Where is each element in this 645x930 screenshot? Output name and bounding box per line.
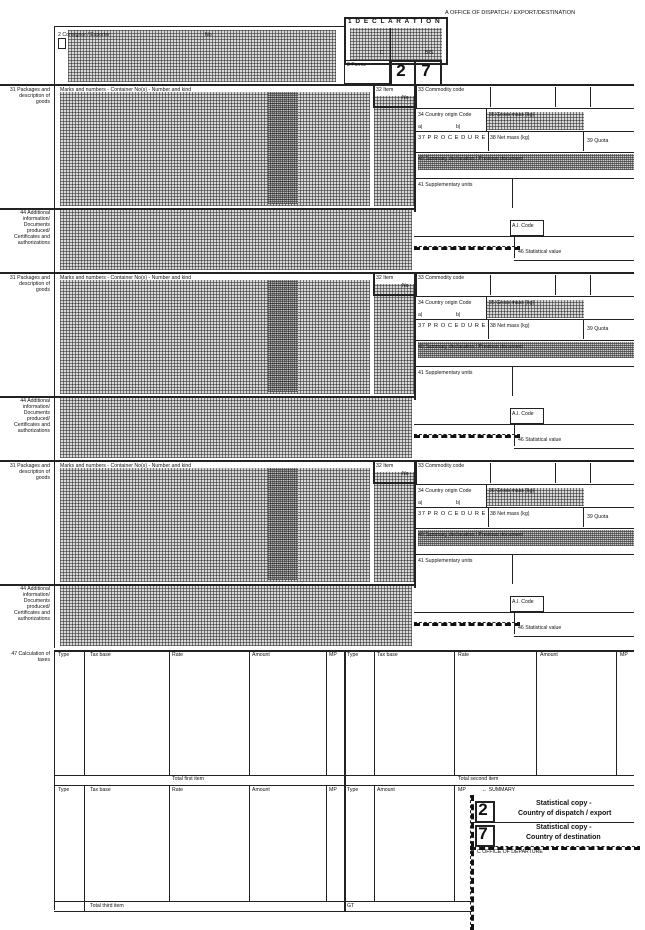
forms-label: 3 Forms <box>347 62 367 68</box>
checkbox-icon <box>58 38 66 49</box>
rule <box>555 275 556 295</box>
office-departure-label: C OFFICE OF DEPARTURE <box>477 849 543 855</box>
marks-label: Marks and numbers - Container No(s) - Number and kind <box>60 463 192 469</box>
rule <box>414 528 634 529</box>
rule <box>555 87 556 107</box>
sub-a-label: a| <box>418 500 423 506</box>
rule <box>414 178 634 179</box>
rule <box>0 84 634 86</box>
item-no-label: No <box>402 95 409 101</box>
col-amount: Amount <box>540 652 558 658</box>
office-dispatch-label: A OFFICE OF DISPATCH / EXPORT/DESTINATION <box>445 10 576 16</box>
summary-label: ← SUMMARY <box>482 787 516 793</box>
additional-info-field[interactable] <box>60 208 412 270</box>
rule <box>488 507 489 527</box>
rule <box>514 260 634 261</box>
commodity-label: 33 Commodity code <box>418 87 465 93</box>
rule <box>514 236 515 258</box>
supp-units-label: 41 Supplementary units <box>418 182 473 188</box>
item-no-label: No <box>402 471 409 477</box>
rule <box>486 484 487 508</box>
ai-code-label: A.I. Code <box>512 411 534 417</box>
rule <box>514 424 515 446</box>
col-mp: MP <box>329 787 337 793</box>
rule <box>390 28 391 60</box>
col-rate: Rate <box>172 652 183 658</box>
country-origin-label: 34 Country origin Code <box>418 488 472 494</box>
marks-field[interactable] <box>60 280 370 394</box>
rule <box>486 296 487 320</box>
ai-code-label: A.I. Code <box>512 599 534 605</box>
additional-info-label: 44 Additional information/ Documents produced/ Certificates and authorizations <box>13 398 50 434</box>
commodity-label: 33 Commodity code <box>418 463 465 469</box>
stat-value-label: 46 Statistical value <box>518 625 562 631</box>
marks-field-shade <box>268 92 298 204</box>
rule <box>490 463 491 483</box>
rule <box>514 612 515 634</box>
summary-decl-label: 40 Summary declaration / Previous document <box>418 344 523 350</box>
copy-7-title: Statistical copy - <box>536 824 592 831</box>
rule <box>414 246 520 250</box>
rule <box>512 178 513 208</box>
col-type: Type <box>347 652 359 658</box>
quota-label: 39 Quota <box>587 326 609 332</box>
marks-label: Marks and numbers - Container No(s) - Number and kind <box>60 87 192 93</box>
packages-label: 31 Packages and description of goods <box>9 87 50 105</box>
stat-value-label: 46 Statistical value <box>518 437 562 443</box>
marks-field-shade <box>268 468 298 580</box>
col-mp: MP <box>329 652 337 658</box>
item-label: 32 Item <box>376 87 394 93</box>
rule <box>486 108 487 132</box>
net-mass-label: 38 Net mass (kg) <box>490 511 530 517</box>
total-third-label: Total third item <box>90 903 124 909</box>
col-amount: Amount <box>252 787 270 793</box>
rule <box>414 366 634 367</box>
col-tax-base: Tax base <box>90 652 111 658</box>
copy-number-b: 7 <box>421 61 431 80</box>
summary-decl-label: 40 Summary declaration / Previous document <box>418 532 523 538</box>
rule <box>414 460 416 588</box>
rule <box>470 822 634 823</box>
net-mass-label: 38 Net mass (kg) <box>490 135 530 141</box>
rule <box>414 131 634 132</box>
marks-field[interactable] <box>60 468 370 582</box>
supp-units-label: 41 Supplementary units <box>418 370 473 376</box>
item-label: 32 Item <box>376 463 394 469</box>
copy-2-number: 2 <box>478 800 488 819</box>
rule <box>414 424 634 425</box>
sub-b-label: b| <box>456 124 461 130</box>
rule <box>0 584 414 586</box>
copy-7-subtitle: Country of destination <box>526 834 601 841</box>
rule <box>488 131 489 151</box>
quota-label: 39 Quota <box>587 514 609 520</box>
col-type: Type <box>347 787 359 793</box>
consignor-label: 2 Consignor / Exporter <box>58 32 110 38</box>
ai-code-label: A.I. Code <box>512 223 534 229</box>
item-field[interactable] <box>374 96 414 206</box>
taxes-label: 47 Calculation of taxes <box>11 651 50 663</box>
box-c-label: C <box>380 50 384 56</box>
rule <box>414 612 634 613</box>
col-amount: Amount <box>252 652 270 658</box>
rule <box>488 319 489 339</box>
col-rate: Rate <box>172 787 183 793</box>
box-bis-label: BIS <box>425 50 434 56</box>
rule <box>414 340 634 341</box>
rule <box>583 131 584 151</box>
commodity-label: 33 Commodity code <box>418 275 465 281</box>
additional-info-field[interactable] <box>60 396 412 458</box>
packages-label: 31 Packages and description of goods <box>9 463 50 481</box>
supp-units-label: 41 Supplementary units <box>418 558 473 564</box>
rule <box>0 208 414 210</box>
rule <box>414 484 634 485</box>
marks-field-shade <box>268 280 298 392</box>
sub-a-label: a| <box>418 312 423 318</box>
rule <box>414 108 634 109</box>
rule <box>54 26 55 86</box>
country-origin-label: 34 Country origin Code <box>418 300 472 306</box>
item-field[interactable] <box>374 284 414 394</box>
item-label: 32 Item <box>376 275 394 281</box>
item-field[interactable] <box>374 472 414 582</box>
rule <box>414 622 520 626</box>
rule <box>583 507 584 527</box>
rule <box>414 319 634 320</box>
procedure-label: 37 P R O C E D U R E <box>418 323 486 329</box>
copy-7-number: 7 <box>478 824 488 843</box>
rule <box>514 636 634 637</box>
marks-label: Marks and numbers - Container No(s) - Number and kind <box>60 275 192 281</box>
country-origin-label: 34 Country origin Code <box>418 112 472 118</box>
col-tax-base: Tax base <box>377 652 398 658</box>
rule <box>414 507 634 508</box>
rule <box>490 87 491 107</box>
rule <box>54 84 55 272</box>
rule <box>54 26 344 27</box>
sub-a-label: a| <box>418 124 423 130</box>
col-type: Type <box>58 652 70 658</box>
rule <box>0 272 634 274</box>
procedure-label: 37 P R O C E D U R E <box>418 135 486 141</box>
col-mp: MP <box>458 787 466 793</box>
packages-label: 31 Packages and description of goods <box>9 275 50 293</box>
copy-2-title: Statistical copy - <box>536 800 592 807</box>
additional-info-label: 44 Additional information/ Documents produced/ Certificates and authorizations <box>13 586 50 622</box>
tax-table-top <box>54 650 634 785</box>
rule <box>54 460 55 648</box>
rule <box>414 296 634 297</box>
procedure-label: 37 P R O C E D U R E <box>418 511 486 517</box>
rule <box>0 460 634 462</box>
rule <box>555 463 556 483</box>
rule <box>414 554 634 555</box>
col-mp: MP <box>620 652 628 658</box>
total-first-label: Total first item <box>172 776 204 782</box>
rule <box>0 396 414 398</box>
net-mass-label: 38 Net mass (kg) <box>490 323 530 329</box>
rule <box>414 434 520 438</box>
rule <box>514 448 634 449</box>
rule <box>590 87 591 107</box>
rule <box>54 272 55 460</box>
total-second-label: Total second item <box>458 776 499 782</box>
rule <box>414 152 634 153</box>
consignor-no-label: No <box>205 32 212 38</box>
rule <box>512 366 513 396</box>
additional-info-label: 44 Additional information/ Documents produced/ Certificates and authorizations <box>13 210 50 246</box>
col-tax-base: Tax base <box>90 787 111 793</box>
sub-b-label: b| <box>456 500 461 506</box>
gross-mass-label: 36 Gross mass (kg) <box>489 488 535 494</box>
marks-field[interactable] <box>60 92 370 206</box>
rule <box>512 554 513 584</box>
gt-label: GT <box>347 903 355 909</box>
col-amount: Amount <box>377 787 395 793</box>
col-type: Type <box>58 787 70 793</box>
rule <box>414 272 416 400</box>
rule <box>583 319 584 339</box>
rule <box>470 795 474 930</box>
item-no-label: No <box>402 283 409 289</box>
gross-mass-label: 35 Gross mass (kg) <box>489 300 535 306</box>
additional-info-field[interactable] <box>60 584 412 646</box>
rule <box>414 236 634 237</box>
sub-b-label: b| <box>456 312 461 318</box>
rule <box>590 463 591 483</box>
tax-table-bottom <box>54 785 474 911</box>
col-rate: Rate <box>458 652 469 658</box>
declaration-title: 1 D E C L A R A T I O N <box>348 18 441 25</box>
stat-value-label: 46 Statistical value <box>518 249 562 255</box>
summary-decl-label: 40 Summary declaration / Previous document <box>418 156 523 162</box>
rule <box>590 275 591 295</box>
gross-mass-label: 35 Gross mass (kg) <box>489 112 535 118</box>
quota-label: 39 Quota <box>587 138 609 144</box>
rule <box>414 84 416 212</box>
copy-2-subtitle: Country of dispatch / export <box>518 810 612 817</box>
rule <box>490 275 491 295</box>
copy-number-a: 2 <box>396 61 406 80</box>
